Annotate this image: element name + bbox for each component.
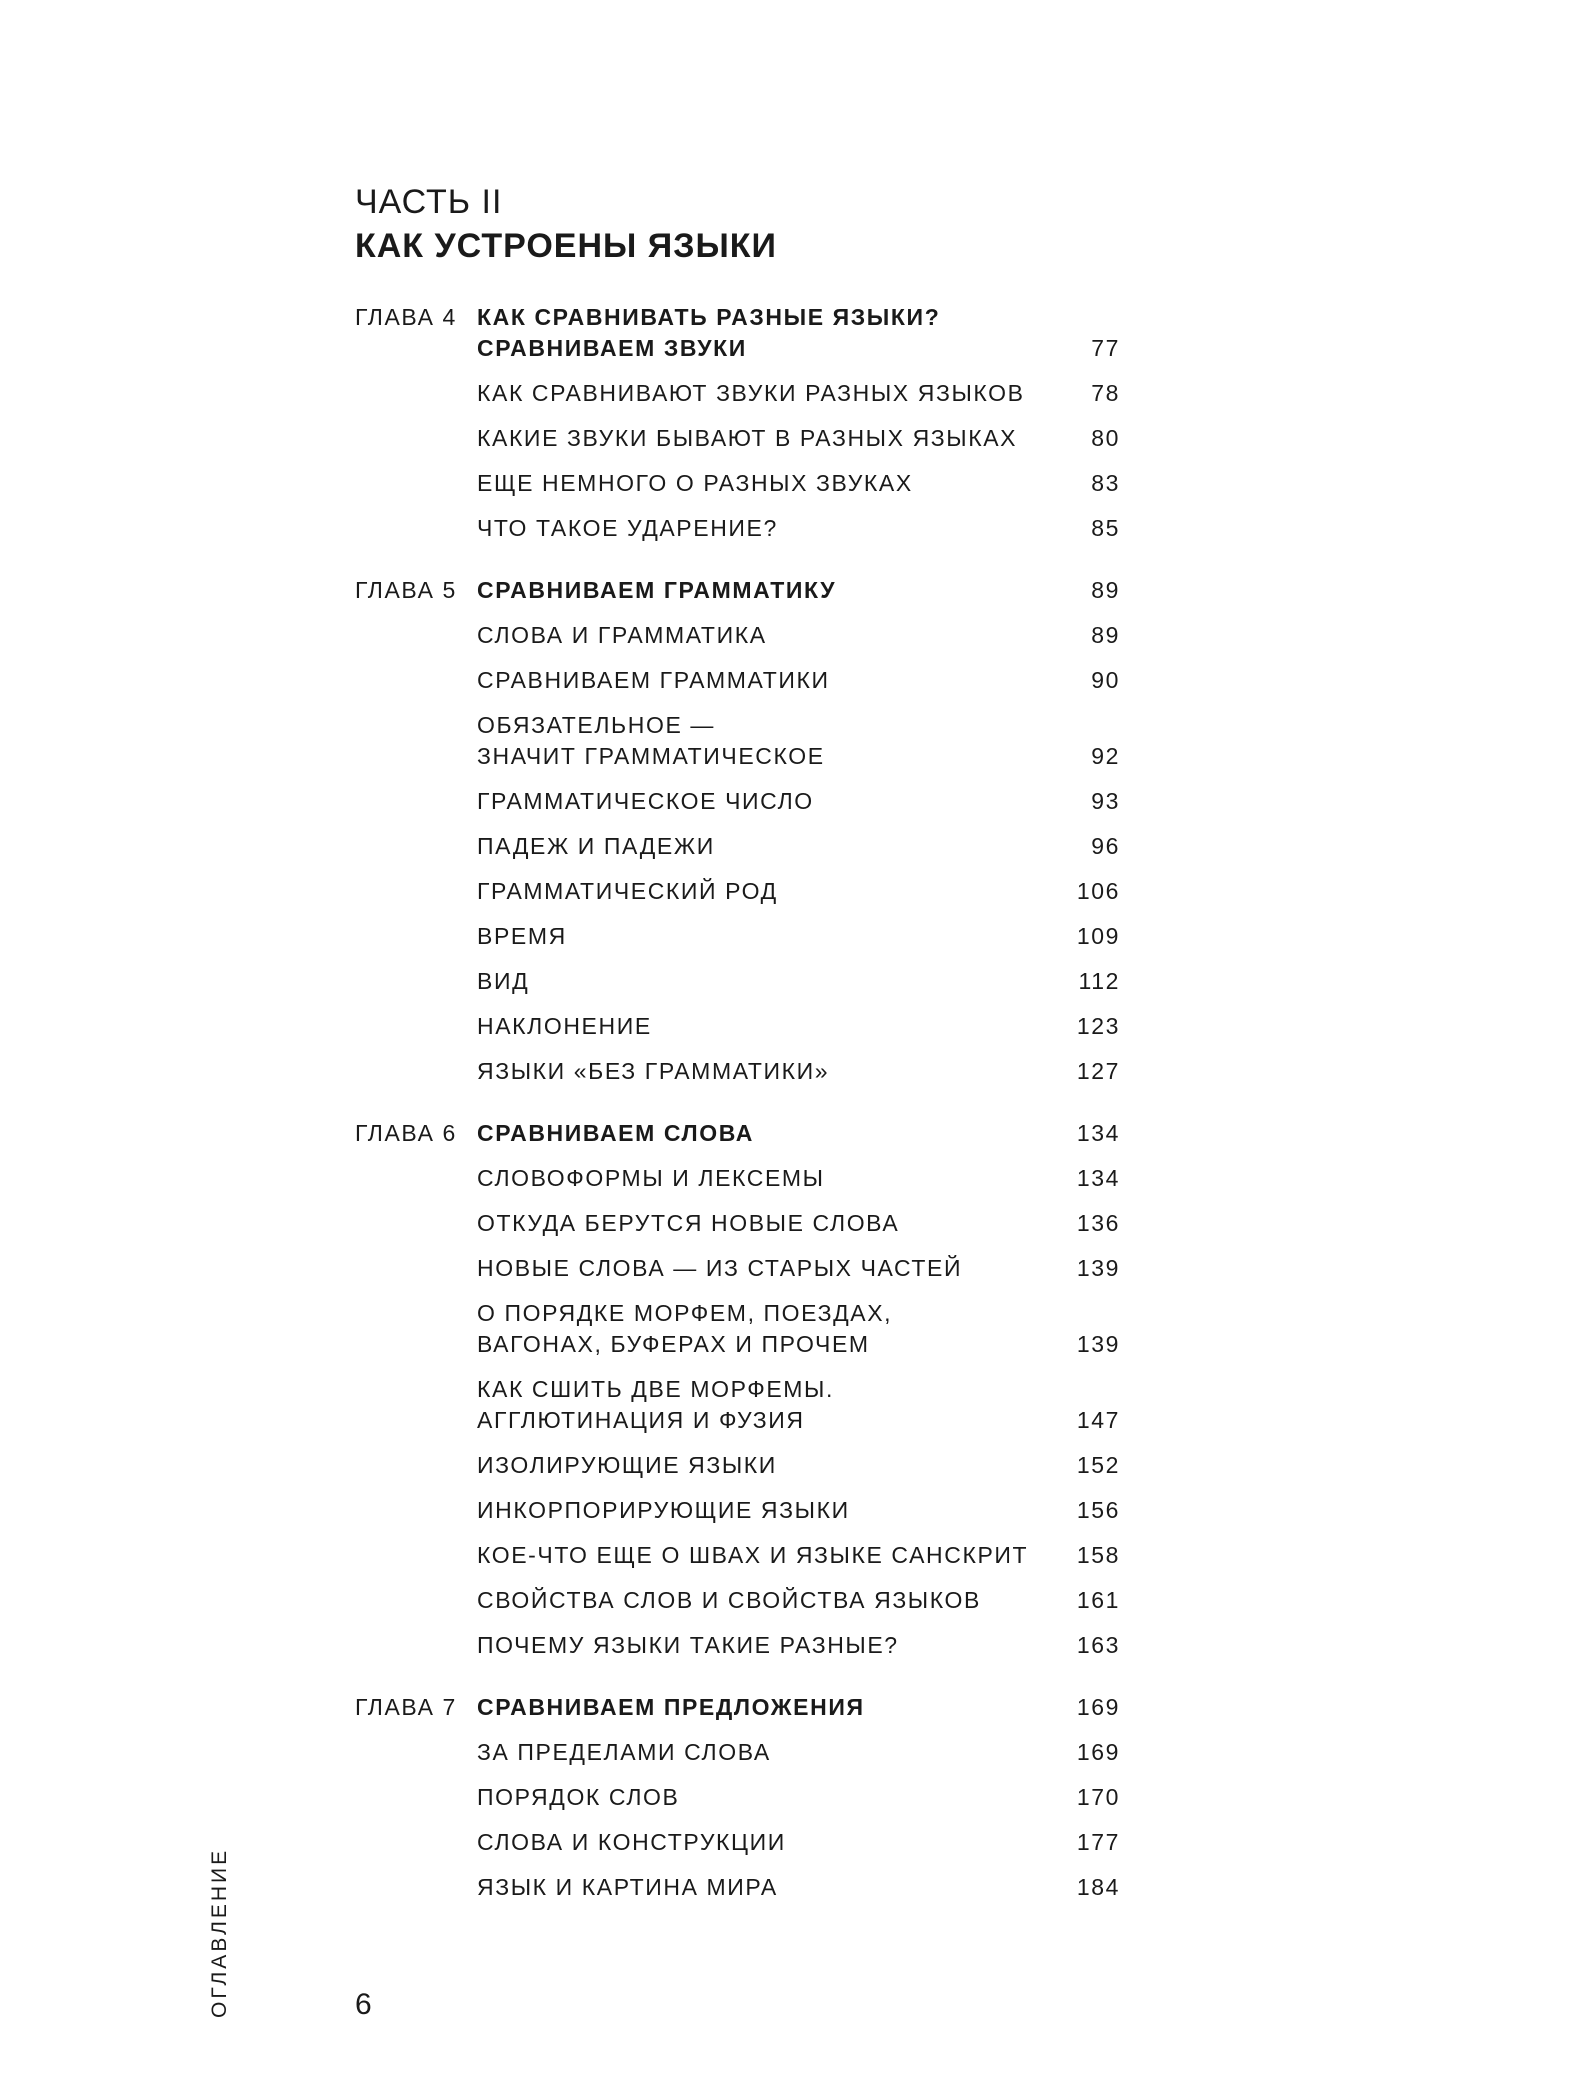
part-label: ЧАСТЬ II [355,183,503,221]
section-title: СЛОВА И КОНСТРУКЦИИ [477,1829,786,1855]
section-page-number: 106 [1076,878,1120,904]
chapter-label: ГЛАВА 5 [355,577,457,603]
section-title: ЗА ПРЕДЕЛАМИ СЛОВА [477,1739,771,1765]
section-page-number: 170 [1076,1784,1120,1810]
toc-entry[interactable] [355,1246,1120,1291]
toc-entry[interactable] [355,506,1120,551]
toc-entry[interactable] [355,658,1120,703]
section-title: ЕЩЕ НЕМНОГО О РАЗНЫХ ЗВУКАХ [477,470,913,496]
chapter-block [355,1692,1120,1910]
toc-entry[interactable] [355,1049,1120,1094]
chapter-block [355,575,1120,1094]
chapter-page-number: 134 [1076,1120,1120,1146]
section-title: ГРАММАТИЧЕСКИЙ РОД [477,878,778,904]
toc-entry[interactable] [355,371,1120,416]
toc-entry[interactable] [355,959,1120,1004]
section-title: ПОРЯДОК СЛОВ [477,1784,680,1810]
chapter-block [355,302,1120,551]
section-title: ОБЯЗАТЕЛЬНОЕ — ЗНАЧИТ ГРАММАТИЧЕСКОЕ [477,712,825,769]
toc-entry[interactable] [355,1004,1120,1049]
toc-entry[interactable] [355,703,1120,779]
section-page-number: 127 [1076,1058,1120,1084]
chapter-label: ГЛАВА 6 [355,1120,457,1146]
section-title: КАК СШИТЬ ДВЕ МОРФЕМЫ. АГГЛЮТИНАЦИЯ И ФУЗИЯ [477,1376,834,1433]
section-page-number: 169 [1076,1739,1120,1765]
section-title: ИНКОРПОРИРУЮЩИЕ ЯЗЫКИ [477,1497,850,1523]
side-label: ОГЛАВЛЕНИЕ [208,1847,231,2018]
toc-entry[interactable] [355,1201,1120,1246]
section-page-number: 85 [1091,515,1120,541]
toc-entry[interactable] [355,1533,1120,1578]
toc-entry[interactable] [355,779,1120,824]
toc-entry[interactable] [355,1578,1120,1623]
toc-entry[interactable] [355,461,1120,506]
section-page-number: 163 [1076,1632,1120,1658]
section-page-number: 177 [1076,1829,1120,1855]
toc-entry[interactable] [355,416,1120,461]
table-of-contents [355,302,1120,1934]
section-title: ПОЧЕМУ ЯЗЫКИ ТАКИЕ РАЗНЫЕ? [477,1632,899,1658]
toc-entry[interactable] [355,1156,1120,1201]
chapter-label: ГЛАВА 7 [355,1694,457,1720]
section-page-number: 136 [1076,1210,1120,1236]
chapter-title: СРАВНИВАЕМ СЛОВА [477,1120,754,1146]
section-title: ЯЗЫКИ «БЕЗ ГРАММАТИКИ» [477,1058,830,1084]
toc-entry[interactable] [355,1443,1120,1488]
chapter-label: ГЛАВА 4 [355,304,457,330]
section-page-number: 156 [1076,1497,1120,1523]
section-page-number: 93 [1091,788,1120,814]
section-page-number: 92 [1091,743,1120,769]
toc-entry[interactable] [355,914,1120,959]
section-title: ОТКУДА БЕРУТСЯ НОВЫЕ СЛОВА [477,1210,900,1236]
chapter-page-number: 89 [1091,577,1120,603]
page-number: 6 [355,1988,372,2021]
section-page-number: 161 [1076,1587,1120,1613]
section-page-number: 152 [1076,1452,1120,1478]
section-title: ВИД [477,968,530,994]
section-page-number: 90 [1091,667,1120,693]
toc-entry[interactable] [355,1488,1120,1533]
section-page-number: 109 [1076,923,1120,949]
toc-entry[interactable] [355,1775,1120,1820]
section-title: СРАВНИВАЕМ ГРАММАТИКИ [477,667,830,693]
section-page-number: 112 [1078,968,1120,994]
toc-entry[interactable] [355,1865,1120,1910]
chapter-heading-row[interactable] [355,575,1120,613]
section-title: КОЕ-ЧТО ЕЩЕ О ШВАХ И ЯЗЫКЕ САНСКРИТ [477,1542,1029,1568]
section-title: ЧТО ТАКОЕ УДАРЕНИЕ? [477,515,778,541]
chapter-title: СРАВНИВАЕМ ПРЕДЛОЖЕНИЯ [477,1694,865,1720]
section-page-number: 158 [1076,1542,1120,1568]
section-page-number: 139 [1076,1331,1120,1357]
section-page-number: 96 [1091,833,1120,859]
section-title: СЛОВА И ГРАММАТИКА [477,622,767,648]
chapter-block [355,1118,1120,1668]
section-page-number: 123 [1076,1013,1120,1039]
toc-entry[interactable] [355,869,1120,914]
toc-entry[interactable] [355,1730,1120,1775]
chapter-page-number: 169 [1076,1694,1120,1720]
toc-entry[interactable] [355,824,1120,869]
section-page-number: 89 [1091,622,1120,648]
section-title: СВОЙСТВА СЛОВ И СВОЙСТВА ЯЗЫКОВ [477,1587,981,1613]
section-title: ИЗОЛИРУЮЩИЕ ЯЗЫКИ [477,1452,777,1478]
section-page-number: 184 [1076,1874,1120,1900]
section-page-number: 139 [1076,1255,1120,1281]
toc-entry[interactable] [355,1820,1120,1865]
section-title: СЛОВОФОРМЫ И ЛЕКСЕМЫ [477,1165,825,1191]
toc-entry[interactable] [355,1367,1120,1443]
section-title: НАКЛОНЕНИЕ [477,1013,652,1039]
section-page-number: 147 [1076,1407,1120,1433]
chapter-heading-row[interactable] [355,1692,1120,1730]
section-title: ПАДЕЖ И ПАДЕЖИ [477,833,715,859]
chapter-title: КАК СРАВНИВАТЬ РАЗНЫЕ ЯЗЫКИ? СРАВНИВАЕМ ЗВУКИ [477,304,941,361]
part-title: КАК УСТРОЕНЫ ЯЗЫКИ [355,227,777,265]
part-header [355,180,777,268]
section-title: О ПОРЯДКЕ МОРФЕМ, ПОЕЗДАХ, ВАГОНАХ, БУФЕРАХ И ПРОЧЕМ [477,1300,893,1357]
toc-entry[interactable] [355,613,1120,658]
chapter-page-number: 77 [1091,335,1120,361]
section-title: ВРЕМЯ [477,923,567,949]
section-title: КАК СРАВНИВАЮТ ЗВУКИ РАЗНЫХ ЯЗЫКОВ [477,380,1025,406]
chapter-heading-row[interactable] [355,1118,1120,1156]
toc-entry[interactable] [355,1623,1120,1668]
section-page-number: 78 [1091,380,1120,406]
section-page-number: 134 [1076,1165,1120,1191]
section-page-number: 80 [1091,425,1120,451]
chapter-title: СРАВНИВАЕМ ГРАММАТИКУ [477,577,837,603]
section-title: ГРАММАТИЧЕСКОЕ ЧИСЛО [477,788,814,814]
section-title: КАКИЕ ЗВУКИ БЫВАЮТ В РАЗНЫХ ЯЗЫКАХ [477,425,1018,451]
section-title: ЯЗЫК И КАРТИНА МИРА [477,1874,778,1900]
section-page-number: 83 [1091,470,1120,496]
chapter-heading-row[interactable] [355,302,1120,371]
toc-entry[interactable] [355,1291,1120,1367]
section-title: НОВЫЕ СЛОВА — ИЗ СТАРЫХ ЧАСТЕЙ [477,1255,963,1281]
